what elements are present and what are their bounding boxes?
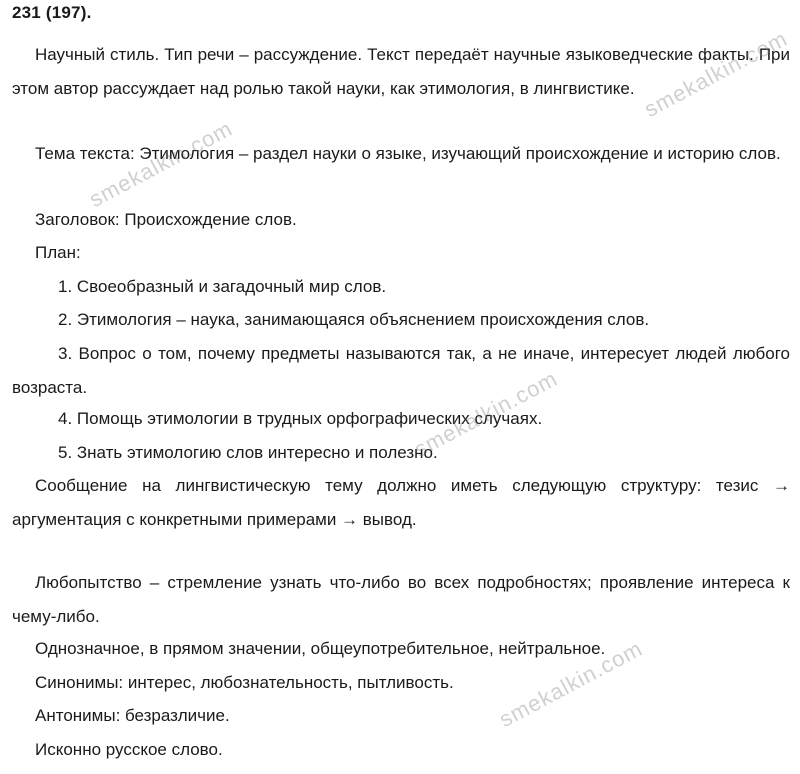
paragraph-style: Научный стиль. Тип речи – рассуждение. Текст передаёт научные языковедческие факты. При этом автор рассуждает над ролью такой науки, как этимология, в лингвистике. bbox=[12, 45, 790, 98]
exercise-number: 231 (197). bbox=[12, 3, 92, 22]
paragraph-definition: Любопытство – стремление узнать что-либо во всех подробностях; проявление интереса к чему-либо. bbox=[12, 573, 790, 626]
paragraph-origin: Исконно русское слово. bbox=[35, 740, 223, 759]
watermark-logo-1: smekalkin.com bbox=[640, 25, 792, 123]
paragraph-topic: Тема текста: Этимология – раздел науки о языке, изучающий происхождение и историю слов. bbox=[35, 144, 781, 163]
plan-item-2: 2. Этимология – наука, занимающаяся объяснением происхождения слов. bbox=[58, 310, 650, 329]
plan-item-4: 4. Помощь этимологии в трудных орфографических случаях. bbox=[58, 409, 543, 428]
paragraph-antonyms: Антонимы: безразличие. bbox=[35, 706, 230, 725]
paragraph-meaning: Однозначное, в прямом значении, общеупотребительное, нейтральное. bbox=[35, 639, 606, 658]
paragraph-synonyms: Синонимы: интерес, любознательность, пытливость. bbox=[35, 673, 454, 692]
watermark-logo-2: smekalkin.com bbox=[85, 115, 237, 213]
plan-item-1: 1. Своеобразный и загадочный мир слов. bbox=[58, 277, 387, 296]
watermark-logo-4: smekalkin.com bbox=[495, 635, 647, 733]
plan-item-5: 5. Знать этимологию слов интересно и полезно. bbox=[58, 443, 438, 462]
watermark-logo-3: smekalkin.com bbox=[410, 365, 562, 463]
plan-item-3: 3. Вопрос о том, почему предметы называются так, а не иначе, интересует людей любого возраста. bbox=[12, 344, 790, 397]
paragraph-plan-label: План: bbox=[35, 243, 81, 262]
paragraph-structure: Сообщение на лингвистическую тему должно иметь следующую структуру: тезис → аргументация с конкретными примерами → вывод. bbox=[12, 476, 790, 529]
paragraph-heading: Заголовок: Происхождение слов. bbox=[35, 210, 297, 229]
